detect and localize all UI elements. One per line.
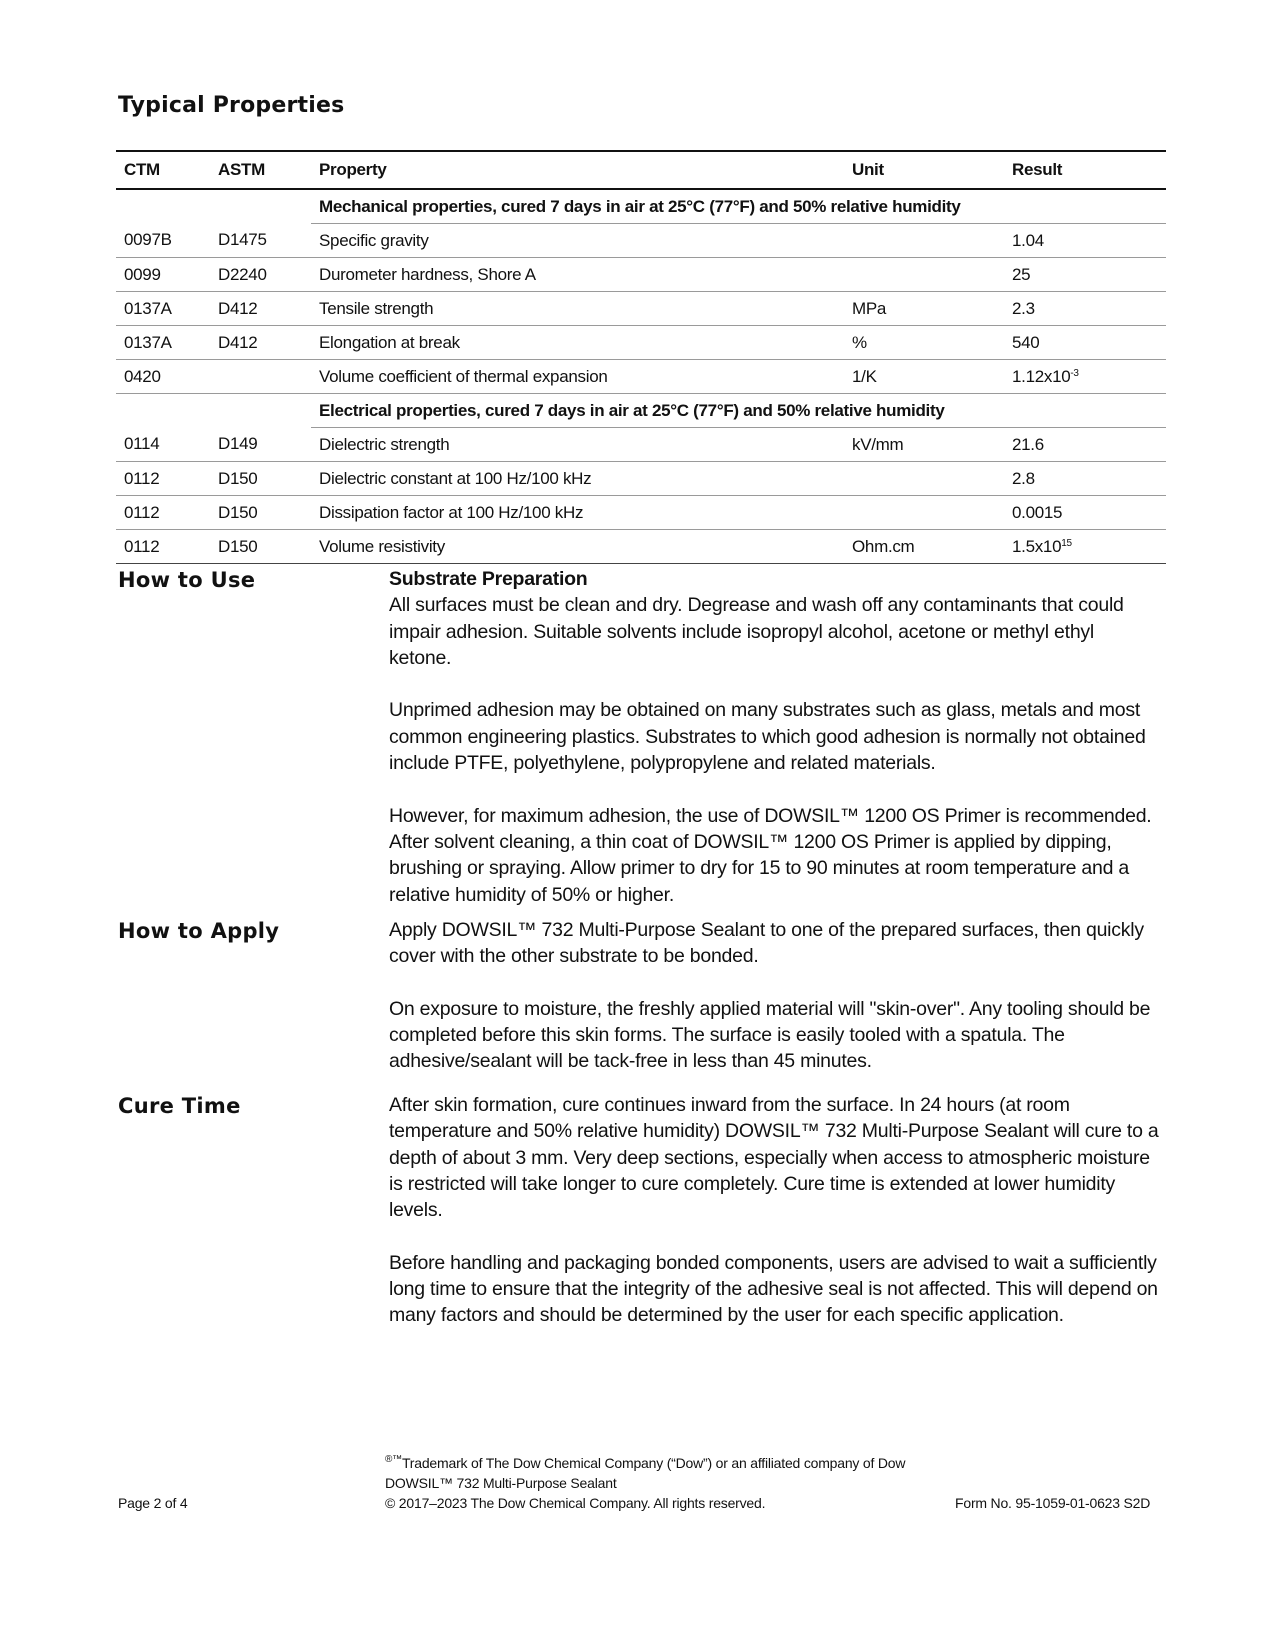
property-cell: Volume resistivity [311,530,844,564]
empty-cell [116,394,210,428]
footer-product: DOWSIL™ 732 Multi-Purpose Sealant [385,1475,617,1491]
table-row [116,428,1166,462]
property-cell: Tensile strength [311,292,844,326]
table-section-row [116,189,1166,224]
astm-cell: D149 [210,428,311,462]
table-body [116,189,1166,564]
ctm-cell: 0097B [116,224,210,258]
ctm-cell: 0420 [116,360,210,394]
property-cell: Specific gravity [311,224,844,258]
header-result: Result [1012,160,1063,179]
page-title: Typical Properties [118,93,345,118]
cure-time-body [389,1092,1159,1355]
ctm-cell: 0112 [116,530,210,564]
section-label: Mechanical properties, cured 7 days in air at 25°C (77°F) and 50% relative humidity [311,189,1166,224]
cure-time-heading: Cure Time [118,1094,241,1118]
astm-cell: D1475 [210,224,311,258]
how-to-apply-heading: How to Apply [118,919,280,943]
result-cell [1004,496,1166,530]
table-row [116,360,1166,394]
ctm-cell: 0099 [116,258,210,292]
property-cell: Dissipation factor at 100 Hz/100 kHz [311,496,844,530]
table-section-row [116,394,1166,428]
unit-cell: % [844,326,1004,360]
result-cell [1004,326,1166,360]
how-to-apply-body [389,917,1159,1101]
astm-cell: D412 [210,292,311,326]
ctm-cell: 0112 [116,462,210,496]
result-value: 1.04 [1012,230,1044,250]
result-exponent: -3 [1070,367,1079,379]
result-value: 1.12x10 [1012,366,1071,386]
empty-cell [210,189,311,224]
footer-trademark [385,1453,905,1473]
section-label: Electrical properties, cured 7 days in air at 25°C (77°F) and 50% relative humidity [311,394,1166,428]
ctm-cell: 0137A [116,326,210,360]
how-to-use-heading: How to Use [118,568,256,592]
table-row [116,292,1166,326]
footer-copyright: © 2017–2023 The Dow Chemical Company. All rights reserved. [385,1495,766,1511]
header-unit: Unit [852,160,884,179]
result-cell [1004,292,1166,326]
cure-time-paragraph: Before handling and packaging bonded components, users are advised to wait a sufficiently long time to ensure that the integrity of the adhesive seal is not affected. This will depend on many factors and should be determined by the user for each specific application. [389,1251,1158,1327]
empty-cell [116,189,210,224]
how-to-apply-paragraph: On exposure to moisture, the freshly applied material will "skin-over". Any tooling should be completed before this skin forms. The surface is easily tooled with a spatula. The adhesive/sealant will be tack-free in less than 45 minutes. [389,997,1151,1073]
trademark-symbol: ®™ [385,1454,402,1465]
result-cell [1004,428,1166,462]
result-value: 540 [1012,332,1040,352]
how-to-use-paragraph: Unprimed adhesion may be obtained on many substrates such as glass, metals and most common engineering plastics. Substrates to which good adhesion is normally not obtained include PTFE, polyethylene, polypropylene and related materials. [389,699,1146,775]
result-value: 2.8 [1012,468,1035,488]
table-row [116,462,1166,496]
astm-cell: D150 [210,496,311,530]
header-ctm: CTM [124,160,160,179]
unit-cell [844,462,1004,496]
empty-cell [210,394,311,428]
property-cell: Dielectric strength [311,428,844,462]
unit-cell: 1/K [844,360,1004,394]
result-exponent: 15 [1061,537,1072,549]
property-cell: Dielectric constant at 100 Hz/100 kHz [311,462,844,496]
result-cell [1004,530,1166,564]
table-header-row [116,151,1166,189]
ctm-cell: 0137A [116,292,210,326]
unit-cell: kV/mm [844,428,1004,462]
trademark-text: Trademark of The Dow Chemical Company (“Dow”) or an affiliated company of Dow [401,1455,906,1471]
unit-cell [844,258,1004,292]
property-cell: Elongation at break [311,326,844,360]
how-to-use-paragraph: All surfaces must be clean and dry. Degrease and wash off any contaminants that could impair adhesion. Suitable solvents include isopropyl alcohol, acetone or methyl ethyl ketone. [389,594,1124,669]
table-row [116,326,1166,360]
property-cell: Durometer hardness, Shore A [311,258,844,292]
how-to-use-paragraph: However, for maximum adhesion, the use of DOWSIL™ 1200 OS Primer is recommended. After solvent cleaning, a thin coat of DOWSIL™ 1200 OS Primer is applied by dipping, brushing or spraying. Allow primer to dry for 15 to 90 minutes at room temperature and a relative humidity of 50% or higher. [389,804,1152,906]
unit-cell [844,224,1004,258]
astm-cell [210,360,311,394]
astm-cell: D412 [210,326,311,360]
header-astm: ASTM [218,160,265,179]
footer-form-number: Form No. 95-1059-01-0623 S2D [955,1495,1151,1511]
typical-properties-table [116,150,1166,564]
result-value: 0.0015 [1012,502,1063,522]
how-to-apply-paragraph: Apply DOWSIL™ 732 Multi-Purpose Sealant to one of the prepared surfaces, then quickly cover with the other substrate to be bonded. [389,919,1144,968]
table-row [116,224,1166,258]
unit-cell: Ohm.cm [844,530,1004,564]
result-value: 25 [1012,264,1031,284]
result-cell [1004,360,1166,394]
table-row [116,258,1166,292]
result-cell [1004,258,1166,292]
cure-time-paragraph: After skin formation, cure continues inward from the surface. In 24 hours (at room temperature and 50% relative humidity) DOWSIL™ 732 Multi-Purpose Sealant will cure to a depth of about 3 mm. Very deep sections, especially when access to atmospheric moisture is restricted will take longer to cure completely. Cure time is extended at lower humidity levels. [389,1094,1159,1222]
table-row [116,496,1166,530]
result-value: 21.6 [1012,434,1044,454]
footer-page-number: Page 2 of 4 [118,1495,188,1511]
astm-cell: D150 [210,462,311,496]
how-to-use-body [389,566,1159,934]
result-value: 2.3 [1012,298,1035,318]
substrate-preparation-subheading: Substrate Preparation [389,568,588,590]
astm-cell: D2240 [210,258,311,292]
unit-cell [844,496,1004,530]
unit-cell: MPa [844,292,1004,326]
result-cell [1004,224,1166,258]
property-cell: Volume coefficient of thermal expansion [311,360,844,394]
ctm-cell: 0114 [116,428,210,462]
table-row [116,530,1166,564]
result-value: 1.5x10 [1012,536,1062,556]
astm-cell: D150 [210,530,311,564]
ctm-cell: 0112 [116,496,210,530]
result-cell [1004,462,1166,496]
header-property: Property [319,160,387,179]
